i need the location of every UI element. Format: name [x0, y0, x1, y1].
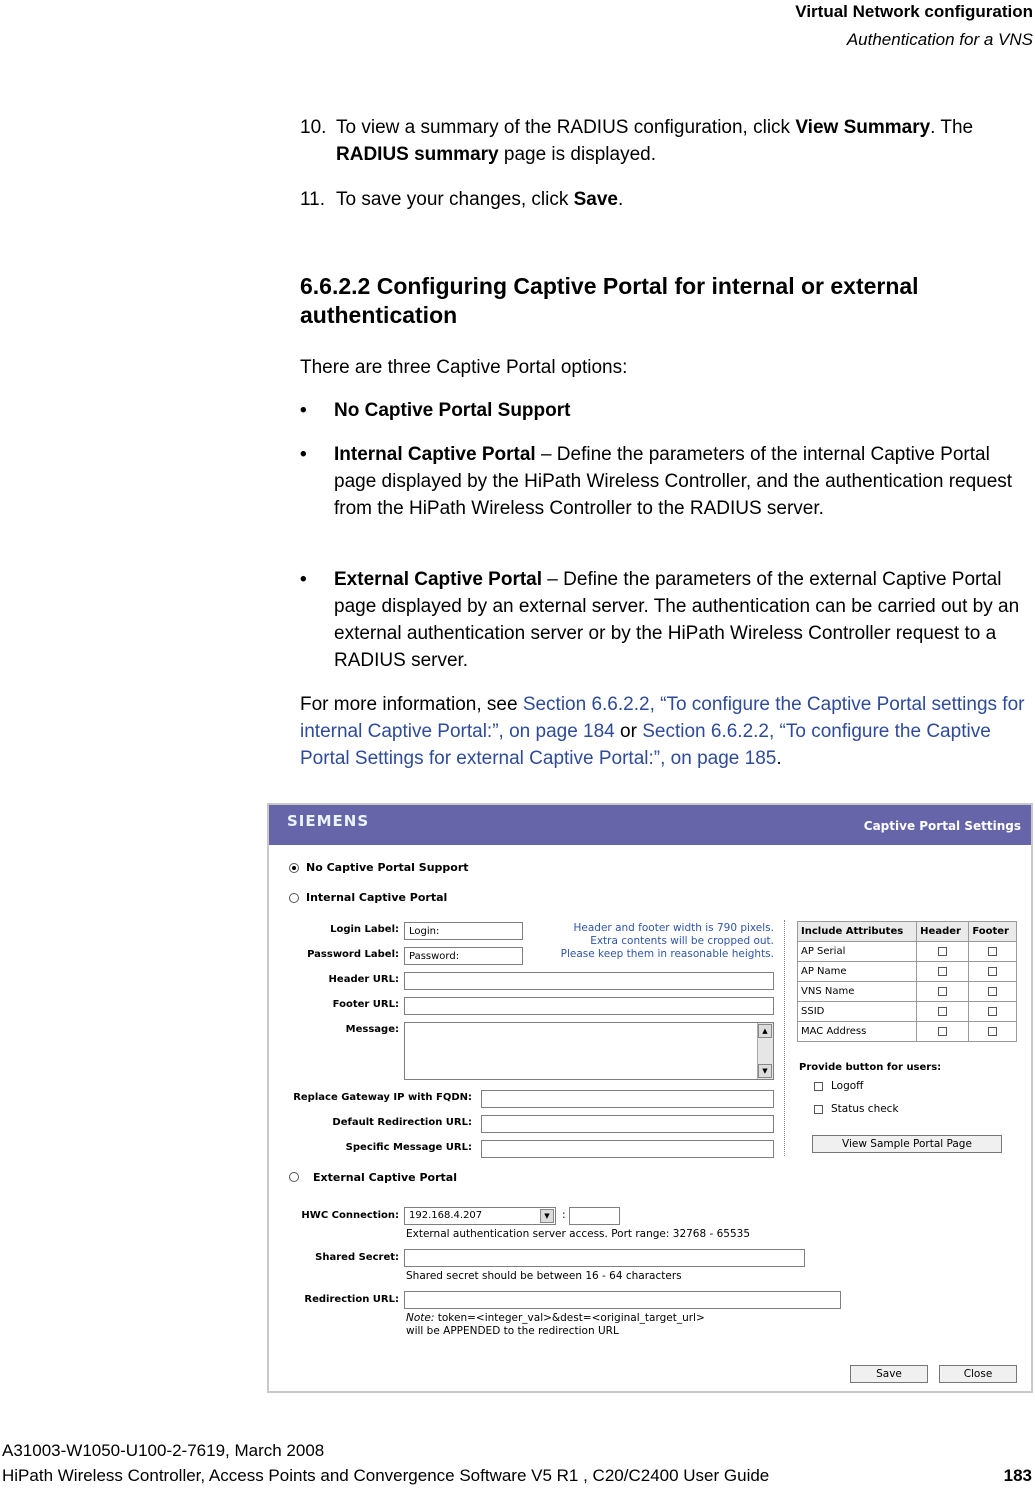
step-10 [300, 114, 1030, 170]
page-number: 183 [1003, 1466, 1032, 1485]
logoff-checkbox[interactable] [814, 1082, 823, 1091]
footer-checkbox[interactable] [988, 1007, 997, 1016]
login-label-caption: Login Label: [330, 924, 399, 935]
shared-secret-hint: Shared secret should be between 16 - 64 characters [406, 1270, 682, 1282]
bullet-internal-portal: • Internal Captive Portal – Define the parameters of the internal Captive Portal page displayed by the HiPath Wireless Controller, and the authentication request from the HiPath Wireless Controller to the RADIUS server. [300, 441, 1020, 551]
provide-button-caption: Provide button for users: [799, 1062, 942, 1073]
attr-col-header: Include Attributes [798, 922, 917, 942]
running-header-title: Virtual Network configuration [795, 2, 1033, 21]
save-term: Save [573, 189, 618, 210]
replace-gateway-input[interactable] [481, 1090, 774, 1108]
status-check-label: Status check [831, 1103, 899, 1115]
default-redirect-input[interactable] [481, 1115, 774, 1133]
header-checkbox[interactable] [938, 987, 947, 996]
specific-message-input[interactable] [481, 1140, 774, 1158]
redirection-url-caption: Redirection URL: [304, 1294, 399, 1305]
redirection-url-input[interactable] [404, 1291, 841, 1309]
header-checkbox[interactable] [938, 1027, 947, 1036]
footer-checkbox[interactable] [988, 967, 997, 976]
header-url-input[interactable] [404, 972, 774, 990]
hwc-connection-caption: HWC Connection: [301, 1210, 399, 1221]
view-summary-term: View Summary [795, 117, 931, 138]
table-row: SSID [798, 1002, 1017, 1022]
section-heading: 6.6.2.2 Configuring Captive Portal for internal or external authentication [300, 273, 919, 328]
scroll-down-icon[interactable]: ▼ [758, 1064, 772, 1078]
footer-checkbox[interactable] [988, 947, 997, 956]
port-colon: : [562, 1209, 566, 1221]
step-number: 10. [300, 117, 327, 138]
radio-no-captive-portal[interactable] [289, 863, 299, 873]
radio-internal-captive-portal[interactable] [289, 893, 299, 903]
hwc-connection-select[interactable]: 192.168.4.207 ▼ [404, 1207, 556, 1225]
redirection-note: Note: token=<integer_val>&dest=<original_target_url> [406, 1312, 705, 1324]
step-text: To save your changes, click Save. [336, 189, 624, 210]
banner [269, 805, 1031, 845]
divider [784, 920, 785, 1156]
hwc-connection-hint: External authentication server access. Port range: 32768 - 65535 [406, 1228, 751, 1240]
message-scrollbar[interactable] [757, 1023, 773, 1079]
attr-col-header: Header [917, 922, 969, 942]
view-sample-portal-button[interactable]: View Sample Portal Page [812, 1135, 1002, 1153]
step-number: 11. [300, 189, 326, 210]
step-11 [300, 186, 1030, 214]
link-internal-portal-settings[interactable]: Section 6.6.2.2, “To configure the Captive Portal settings for internal Captive Portal:”, on page 184 [300, 694, 1025, 742]
close-button[interactable]: Close [939, 1365, 1017, 1383]
bullet-dot: • [300, 569, 307, 590]
label-external-captive-portal: External Captive Portal [313, 1171, 457, 1184]
footer-checkbox[interactable] [988, 987, 997, 996]
header-checkbox[interactable] [938, 947, 947, 956]
screen-title: Captive Portal Settings [863, 819, 1021, 833]
attr-col-header: Footer [969, 922, 1017, 942]
footer-doc-id: A31003-W1050-U100-2-7619, March 2008 [2, 1441, 325, 1460]
save-button[interactable]: Save [850, 1365, 928, 1383]
footer-doc-title: HiPath Wireless Controller, Access Points and Convergence Software V5 R1 , C20/C2400 User Guide [2, 1466, 770, 1485]
table-row: AP Name [798, 962, 1017, 982]
label-no-captive-portal: No Captive Portal Support [306, 861, 469, 874]
status-check-checkbox[interactable] [814, 1105, 823, 1114]
bullet-dot: • [300, 444, 307, 465]
default-redirect-caption: Default Redirection URL: [332, 1117, 472, 1128]
captive-portal-settings-screenshot [267, 803, 1033, 1393]
intro-text: There are three Captive Portal options: [300, 357, 628, 378]
siemens-logo: SIEMENS [287, 812, 370, 830]
table-row: VNS Name [798, 982, 1017, 1002]
footer-url-caption: Footer URL: [332, 999, 399, 1010]
message-caption: Message: [345, 1024, 399, 1035]
radio-external-captive-portal[interactable] [289, 1172, 299, 1182]
login-label-input[interactable] [404, 922, 523, 940]
scroll-up-icon[interactable]: ▲ [758, 1024, 772, 1038]
include-attributes-table [797, 921, 1017, 1042]
header-url-caption: Header URL: [328, 974, 399, 985]
radius-summary-term: RADIUS summary [336, 144, 499, 165]
header-checkbox[interactable] [938, 1007, 947, 1016]
label-internal-captive-portal: Internal Captive Portal [306, 891, 448, 904]
footer-url-input[interactable] [404, 997, 774, 1015]
specific-message-caption: Specific Message URL: [345, 1142, 472, 1153]
header-checkbox[interactable] [938, 967, 947, 976]
bullet-external-portal: • External Captive Portal – Define the parameters of the external Captive Portal page displayed by an external server. The authentication can be carried out by an external authentication server or by the HiPath Wireless Controller request to a RADIUS server. [300, 566, 1020, 676]
running-header-subtitle: Authentication for a VNS [846, 30, 1033, 49]
bullet-dot: • [300, 400, 307, 421]
step-text: To view a summary of the RADIUS configuration, click View Summary. The RADIUS summary page is displayed. [336, 117, 974, 165]
header-footer-notice: Header and footer width is 790 pixels. Extra contents will be cropped out. Please keep them in reasonable heights. [560, 922, 774, 960]
footer-checkbox[interactable] [988, 1027, 997, 1036]
table-row: AP Serial [798, 942, 1017, 962]
more-info-paragraph: For more information, see Section 6.6.2.2, “To configure the Captive Portal settings for internal Captive Portal:”, on page 184 or Section 6.6.2.2, “To configure the Captive Portal Settings for external Captive Portal:”, on page 185. [300, 694, 1025, 769]
logoff-label: Logoff [831, 1080, 864, 1092]
password-label-input[interactable] [404, 947, 523, 965]
password-label-caption: Password Label: [307, 949, 399, 960]
bullet-no-portal: • No Captive Portal Support [300, 397, 1020, 425]
hwc-port-input[interactable] [569, 1207, 620, 1225]
shared-secret-caption: Shared Secret: [315, 1252, 399, 1263]
redirection-note-line2: will be APPENDED to the redirection URL [406, 1325, 619, 1337]
chevron-down-icon[interactable]: ▼ [540, 1209, 554, 1223]
link-external-portal-settings[interactable]: Section 6.6.2.2, “To configure the Captive Portal Settings for external Captive Portal:”, on page 185 [300, 721, 991, 769]
replace-gateway-caption: Replace Gateway IP with FQDN: [293, 1092, 472, 1103]
message-textarea[interactable] [404, 1022, 774, 1080]
table-row: MAC Address [798, 1022, 1017, 1042]
shared-secret-input[interactable] [404, 1249, 805, 1267]
